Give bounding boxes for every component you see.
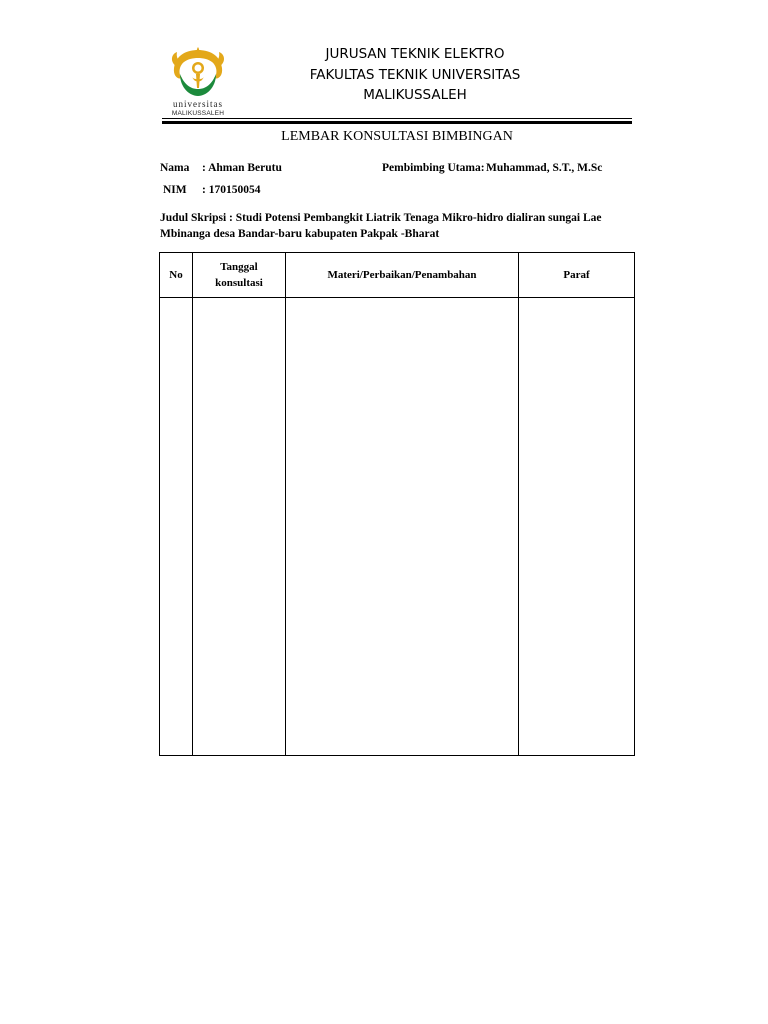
pembimbing-label: Pembimbing Utama:: [382, 162, 485, 174]
nim-label: NIM: [163, 184, 187, 196]
header-line-1: JURUSAN TEKNIK ELEKTRO: [325, 46, 505, 62]
header-tanggal: [193, 253, 286, 298]
institution-header: [250, 44, 580, 106]
nama-label: Nama: [160, 162, 190, 174]
header-materi: Materi/Perbaikan/Penambahan: [286, 253, 519, 298]
nim-value: : 170150054: [202, 184, 261, 196]
nama-value: : Ahman Berutu: [202, 162, 282, 174]
judul-value: Studi Potensi Pembangkit Liatrik Tenaga Mikro-hidro dialiran sungai Lae Mbinanga desa Bandar-baru kabupaten Pakpak -Bharat: [160, 212, 602, 240]
table-row: [160, 298, 635, 756]
header-divider-thick: [162, 121, 632, 124]
form-title: LEMBAR KONSULTASI BIMBINGAN: [281, 129, 513, 144]
judul-skripsi: [160, 210, 630, 242]
cell-paraf[interactable]: [519, 298, 635, 756]
pembimbing-value: Muhammad, S.T., M.Sc: [486, 162, 603, 174]
header-line-3: MALIKUSSALEH: [363, 87, 467, 103]
header-tanggal-line-2: konsultasi: [215, 277, 263, 289]
judul-label: Judul Skripsi :: [160, 212, 233, 224]
cell-materi[interactable]: [286, 298, 519, 756]
header-no: No: [160, 253, 193, 298]
table-header-row: [160, 253, 635, 298]
cell-tanggal[interactable]: [193, 298, 286, 756]
header-divider-thin: [162, 118, 632, 119]
header-line-2: FAKULTAS TEKNIK UNIVERSITAS: [309, 66, 521, 83]
header-paraf: Paraf: [519, 253, 635, 298]
university-emblem-icon: [166, 44, 230, 100]
logo-word: universitas: [173, 99, 223, 109]
consultation-table: [159, 252, 635, 756]
cell-no[interactable]: [160, 298, 193, 756]
header-tanggal-line-1: Tanggal: [220, 261, 258, 273]
logo-name: MALIKUSSALEH: [171, 110, 225, 117]
university-logo: [166, 44, 230, 124]
